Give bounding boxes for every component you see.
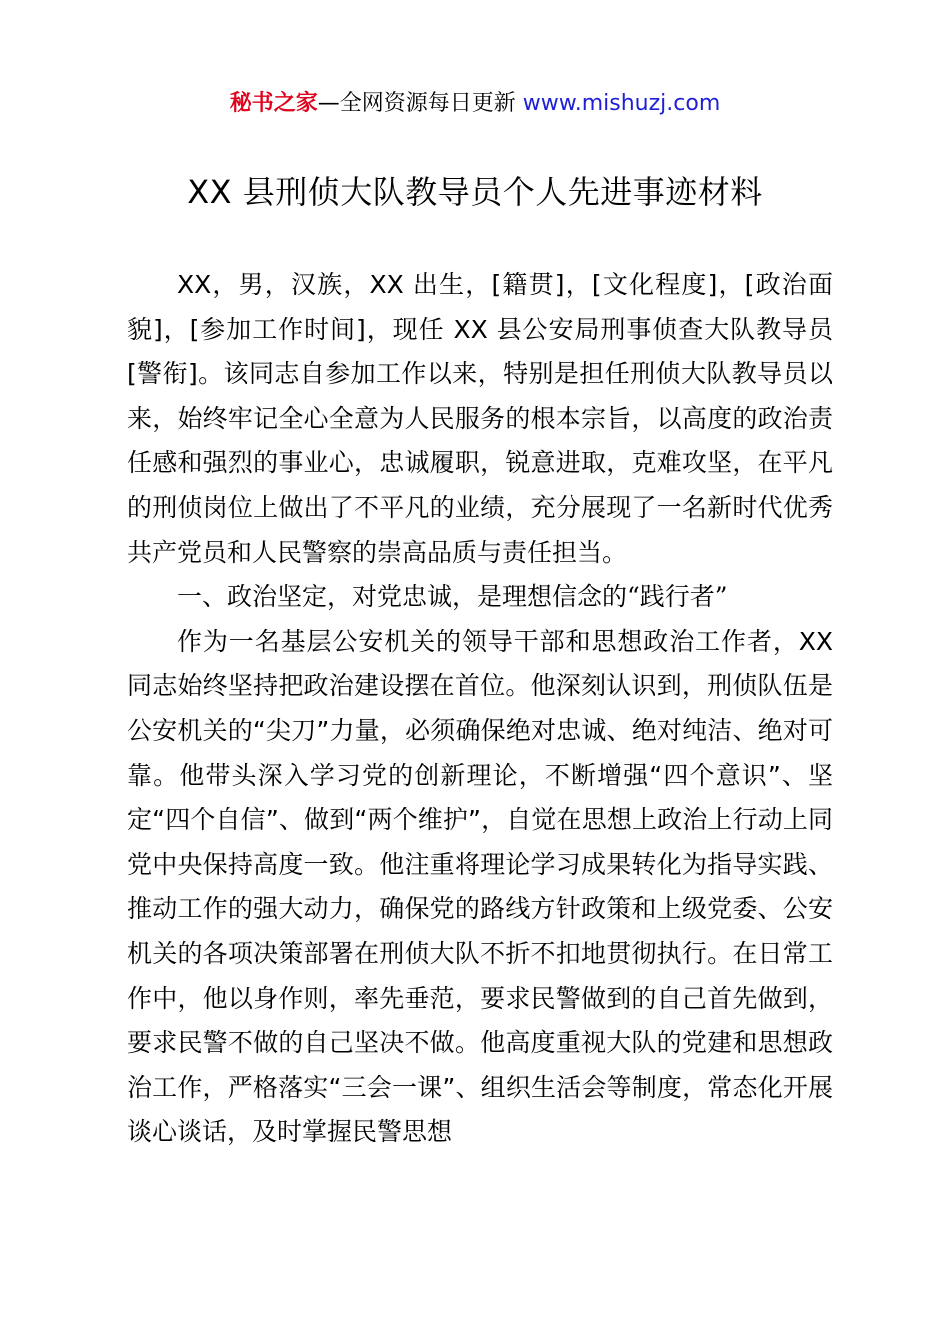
site-brand: 秘书之家 xyxy=(229,91,318,116)
site-url-link[interactable]: www.mishuzj.com xyxy=(522,91,721,116)
paragraph-intro: XX，男，汉族，XX 出生，[籍贯]，[文化程度]，[政治面貌]，[参加工作时间]，现任 XX 县公安局刑事侦查大队教导员[警衔]。该同志自参加工作以来，特别是担任刑侦大队教导员以来，始终牢记全心全意为人民服务的根本宗旨，以高度的政治责任感和强烈的事业心，忠诚履职，锐意进取，克难攻坚，在平凡的刑侦岗位上做出了不平凡的业绩，充分展现了一名新时代优秀共产党员和人民警察的崇高品质与责任担当。 xyxy=(127,270,833,567)
site-tagline: —全网资源每日更新 xyxy=(317,91,523,116)
document-title: XX 县刑侦大队教导员个人先进事迹材料 xyxy=(187,173,763,211)
paragraph-section-1: 作为一名基层公安机关的领导干部和思想政治工作者，XX 同志始终坚持把政治建设摆在首位。他深刻认识到，刑侦队伍是公安机关的“尖刀”力量，必须确保绝对忠诚、绝对纯洁、绝对可靠。他带头深入学习党的创新理论，不断增强“四个意识”、坚定“四个自信”、做到“两个维护”，自觉在思想上政治上行动上同党中央保持高度一致。他注重将理论学习成果转化为指导实践、推动工作的强大动力，确保党的路线方针政策和上级党委、公安机关的各项决策部署在刑侦大队不折不扣地贯彻执行。在日常工作中，他以身作则，率先垂范，要求民警做到的自己首先做到，要求民警不做的自己坚决不做。他高度重视大队的党建和思想政治工作，严格落实“三会一课”、组织生活会等制度，常态化开展谈心谈话，及时掌握民警思想 xyxy=(127,626,833,1147)
site-header xyxy=(0,88,950,120)
section-heading-1: 一、政治坚定，对党忠诚，是理想信念的“践行者” xyxy=(177,582,728,612)
document-body xyxy=(127,263,833,1155)
